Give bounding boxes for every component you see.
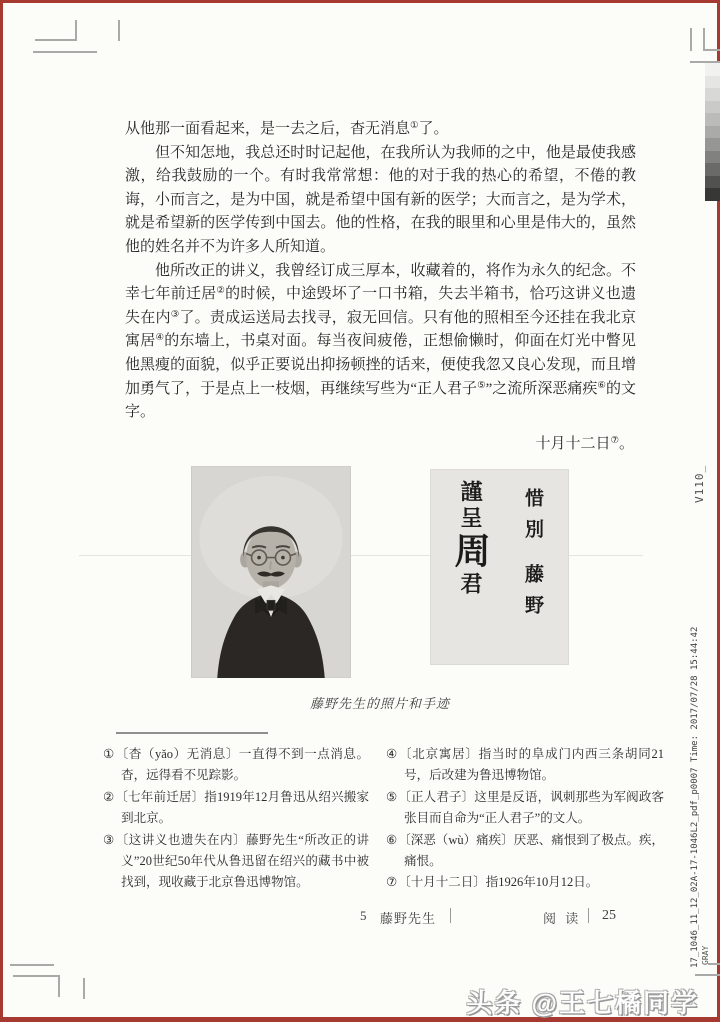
grayscale-step: [705, 76, 720, 89]
body-text-segment: 他所改正的讲义，我曾经订成三厚本，收藏着的，将作为永久的纪念。不幸七年前迁居: [125, 262, 636, 303]
grayscale-step: [705, 113, 720, 126]
body-text-segment: 的时候，中途毁坏了一口书箱，失去半箱书，恰巧这讲义也遗失在内: [125, 286, 636, 326]
footnote-ref: ④: [155, 333, 165, 344]
handwriting-character: 君: [458, 572, 483, 594]
grayscale-step: [705, 138, 720, 151]
figure-caption: 藤野先生的照片和手迹: [309, 696, 450, 711]
footer-divider: [588, 908, 589, 923]
fujino-handwriting: [430, 469, 569, 665]
body-paragraph: [125, 142, 636, 260]
footnote-item: ①〔杳（yǎo）无消息〕一直得不到一点消息。杳，远得看不见踪影。: [103, 747, 369, 783]
lesson-title: 藤野先生: [380, 911, 437, 926]
lesson-number: 5: [360, 908, 367, 923]
handwriting-column-right: [519, 482, 546, 620]
body-text: [125, 118, 636, 456]
gray-label: GRAY: [701, 945, 710, 965]
watermark: 头条 @王七橘同学: [466, 988, 699, 1018]
footnote-item: ⑥〔深恶（wù）痛疾〕厌恶、痛恨到了极点。疾，痛恨。: [386, 832, 664, 869]
crop-mark: [13, 975, 60, 977]
footnote-divider: [116, 732, 268, 734]
body-text-segment: ”之流所深恶痛疾: [485, 380, 598, 397]
fujino-portrait-illustration: [191, 466, 351, 678]
footnote-item: ⑤〔正人君子〕这里是反语，讽刺那些为军阀政客张目而自命为“正人君子”的文人。: [386, 789, 664, 826]
grayscale-step: [705, 188, 720, 201]
footnote-number: ⑤: [386, 789, 398, 804]
body-text-segment: 了。: [418, 121, 449, 137]
scan-info-vertical: 17_1046_11_12_02A-17-1046L2_pdf_p0007 Time: 2017/07/28 15:44:42: [690, 626, 700, 968]
crop-mark: [83, 978, 85, 999]
footnote-item: ③〔这讲义也遗失在内〕藤野先生“所改正的讲义”20世纪50年代从鲁迅留在绍兴的藏书中被找到，现收藏于北京鲁迅博物馆。: [103, 832, 369, 890]
crop-mark: [75, 20, 77, 41]
body-paragraph: [125, 118, 636, 142]
press-code-vertical: V110_: [693, 464, 706, 503]
crop-mark: [703, 28, 705, 51]
footnote-ref: ①: [410, 121, 419, 131]
footnote-number: ⑥: [386, 832, 398, 847]
grayscale-step: [705, 163, 720, 176]
handwriting-character: 周: [450, 532, 490, 568]
footnote-item: ⑦〔十月十二日〕指1926年10月12日。: [386, 875, 599, 890]
crop-mark: [703, 49, 720, 51]
footnote-ref: ⑥: [597, 380, 606, 391]
footnote-ref: ③: [170, 309, 180, 320]
handwriting-character: 謹: [458, 480, 483, 502]
footnotes-right: [386, 744, 664, 894]
handwriting-character: 惜: [522, 488, 543, 507]
crop-mark: [690, 28, 692, 51]
grayscale-step: [705, 126, 720, 139]
footnote-item: ②〔七年前迁居〕指1919年12月鲁迅从绍兴搬家到北京。: [103, 789, 369, 826]
body-paragraph: [125, 260, 636, 425]
body-paragraph: [125, 433, 636, 457]
footnote-number: ⑦: [386, 875, 398, 890]
body-text-segment: 的文字。: [125, 380, 636, 421]
body-text-segment: 十月十二日: [535, 435, 611, 452]
footnote-number: ④: [386, 747, 398, 761]
page-footer: [3, 908, 720, 928]
grayscale-step: [705, 88, 720, 101]
footnote-item: ④〔北京寓居〕指当时的阜成门内西三条胡同21号，后改建为鲁迅博物馆。: [386, 747, 664, 783]
page-number: 25: [602, 908, 616, 923]
crop-mark: [35, 39, 77, 41]
handwriting-character: 呈: [458, 506, 483, 528]
body-text-segment: 了。责成运送局去找寻，寂无回信。只有他的照相至今还挂在我北京寓居: [125, 309, 636, 350]
handwriting-character: 藤: [522, 564, 543, 583]
footnote-number: ②: [103, 789, 115, 804]
body-text-segment: 但不知怎地，我总还时时记起他，在我所认为我师的之中，他是最使我感激，给我鼓励的一个。有时我常常想：他的对于我的热心的希望，不倦的教诲，小而言之，是为中国，就是希望中国有新的医学；大而言之，是为学术，就是希望新的医学传到中国去。他的性格，在我的眼里和心里是伟大的，虽然他的姓名并不为许多人所知道。: [125, 144, 636, 255]
crop-mark: [118, 20, 120, 41]
footnotes-left: [103, 744, 369, 894]
grayscale-wedge: [705, 63, 720, 201]
crop-mark: [695, 974, 720, 976]
footnote-number: ①: [103, 747, 115, 761]
footer-divider: [450, 908, 451, 923]
crop-mark: [10, 964, 54, 966]
body-text-segment: 的东墙上，书桌对面。每当夜间疲倦，正想偷懒时，仰面在灯光中瞥见他黑瘦的面貌，似乎正要说出抑扬顿挫的话来，便使我忽又良心发现，而且增加勇气了，于是点上一枝烟，再继续写些为“正人君子: [125, 333, 636, 397]
body-text-segment: 从他那一面看起来，是一去之后，杳无消息: [125, 121, 411, 137]
footnote-ref: ②: [216, 286, 226, 297]
handwriting-character: 野: [522, 595, 543, 614]
grayscale-step: [705, 176, 720, 189]
footnote-ref: ⑤: [477, 380, 486, 391]
handwriting-column-left: [445, 478, 496, 596]
grayscale-step: [705, 151, 720, 164]
footnote-ref: ⑦: [610, 435, 619, 446]
crop-mark: [33, 51, 97, 53]
footnote-number: ③: [103, 832, 115, 847]
body-text-segment: 。: [618, 435, 634, 452]
section-label: 阅 读: [543, 911, 582, 926]
handwriting-character: 別: [522, 519, 543, 538]
crop-mark: [58, 975, 60, 997]
grayscale-step: [705, 101, 720, 114]
grayscale-step: [705, 63, 720, 76]
fujino-portrait-photo: [191, 466, 351, 678]
